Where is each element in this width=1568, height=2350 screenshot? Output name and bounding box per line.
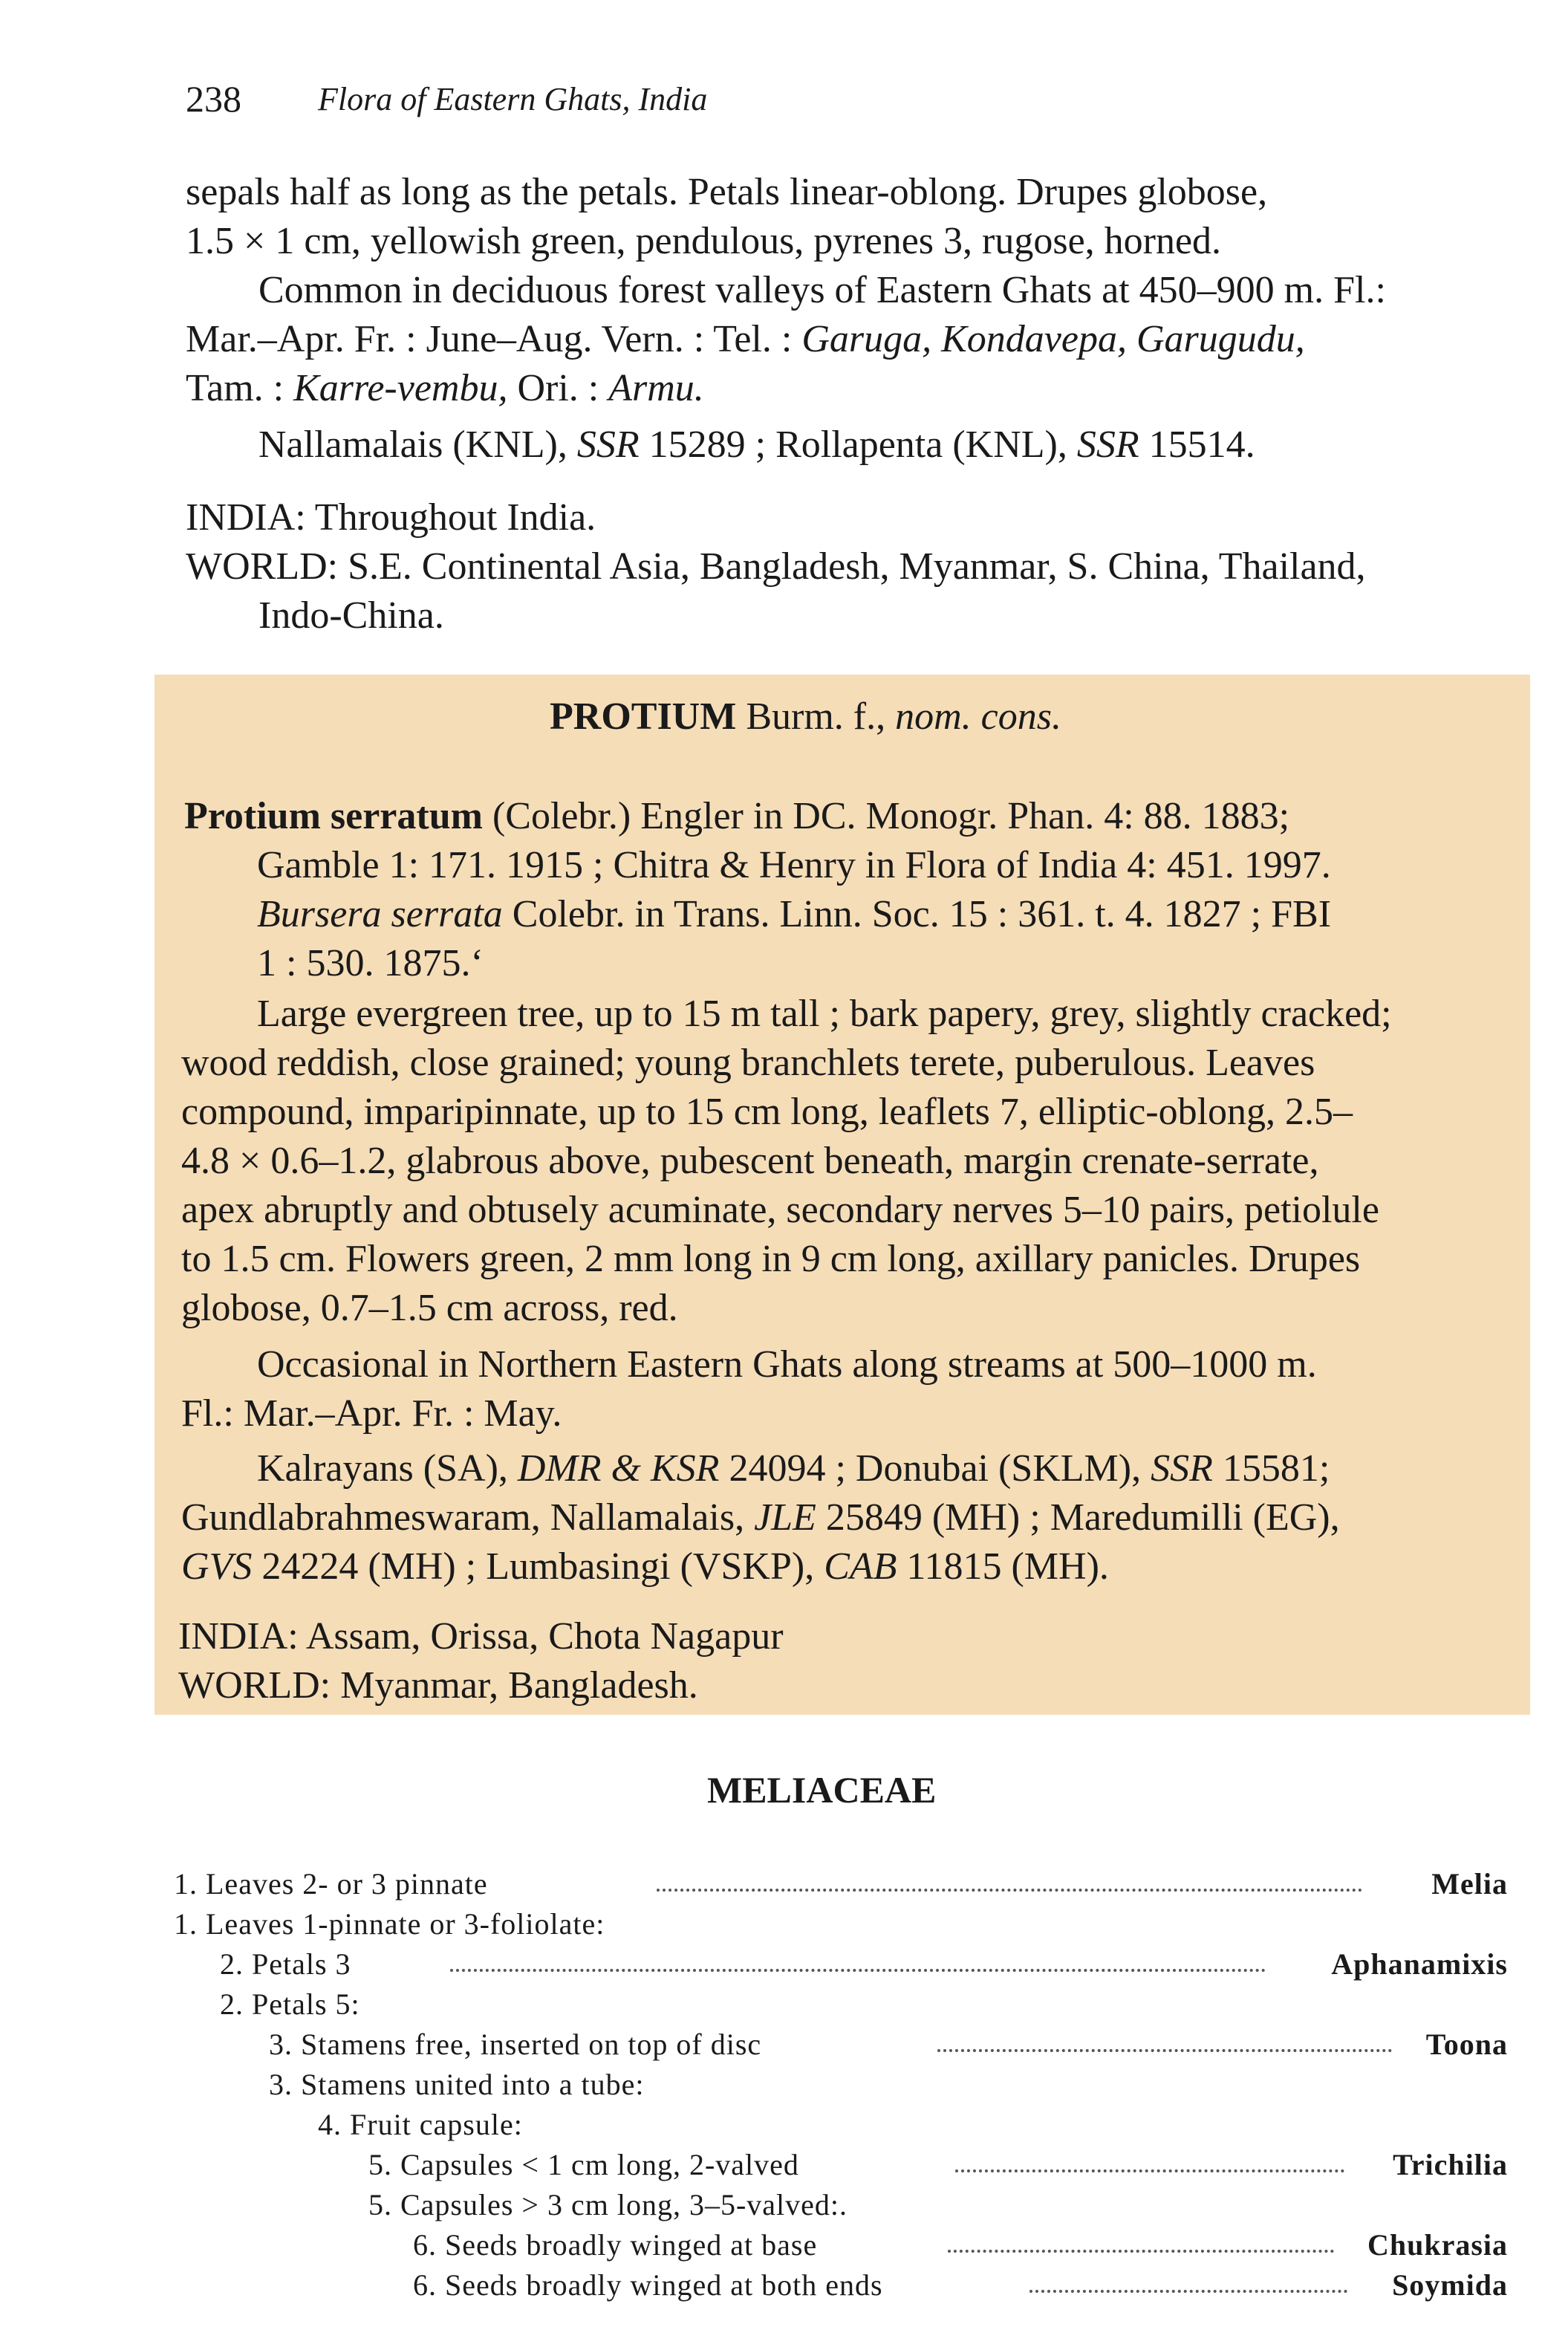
collector-code: GVS <box>181 1545 253 1588</box>
vernacular-names: Garuga, Kondavepa, Garugudu, <box>801 318 1305 360</box>
description-line: apex abruptly and obtusely acuminate, secondary nerves 5–10 pairs, petiolule <box>181 1189 1379 1231</box>
distribution-world: WORLD: Myanmar, Bangladesh. <box>178 1664 698 1707</box>
text-line <box>186 366 704 412</box>
text-span: Ori. : <box>507 367 609 409</box>
text-span: 24094 ; Donubai (SKLM), <box>719 1447 1151 1490</box>
family-title: MELIACEAE <box>707 1769 937 1811</box>
specimen-line <box>181 1495 1340 1541</box>
specimen-line <box>181 1544 1109 1590</box>
text-line <box>186 317 1305 363</box>
key-row <box>269 2067 1508 2104</box>
description-line: to 1.5 cm. Flowers green, 2 mm long in 9 cm long, axillary panicles. Drupes <box>181 1238 1361 1280</box>
key-label: 3. Stamens united into a tube: <box>269 2068 645 2101</box>
key-row <box>220 1987 1508 2024</box>
distribution-india: INDIA: Throughout India. <box>186 496 596 539</box>
vernacular-name: Karre-vembu, <box>293 367 508 409</box>
text-span: 15289 ; Rollapenta (KNL), <box>639 423 1077 466</box>
leader-dots <box>657 1889 1362 1892</box>
key-label: 5. Capsules < 1 cm long, 2-valved <box>368 2148 799 2181</box>
key-label: 1. Leaves 1-pinnate or 3-foliolate: <box>174 1907 605 1941</box>
key-label: 6. Seeds broadly winged at base <box>413 2228 818 2262</box>
species-citation: (Colebr.) Engler in DC. Monogr. Phan. 4: 88. 1883; <box>482 795 1290 837</box>
page-number: 238 <box>186 78 241 120</box>
key-label: 2. Petals 5: <box>220 1987 360 2021</box>
key-genus: Soymida <box>1392 2268 1508 2302</box>
genus-author: Burm. f., <box>736 695 896 738</box>
text-span: Nallamalais (KNL), <box>258 423 577 466</box>
leader-dots <box>937 2049 1392 2052</box>
leader-dots <box>1029 2290 1347 2293</box>
key-label: 3. Stamens free, inserted on top of disc <box>269 2028 762 2061</box>
collector-code: CAB <box>824 1545 897 1588</box>
distribution-world-cont: Indo-China. <box>258 594 444 637</box>
leader-dots <box>948 2250 1334 2253</box>
text-line: Common in deciduous forest valleys of Eastern Ghats at 450–900 m. Fl.: <box>258 269 1386 311</box>
key-genus: Melia <box>1431 1867 1508 1901</box>
key-genus: Toona <box>1425 2028 1508 2061</box>
key-label: 4. Fruit capsule: <box>318 2108 523 2141</box>
key-row <box>220 1947 1508 1984</box>
key-row <box>368 2187 1508 2224</box>
leader-dots <box>450 1969 1266 1972</box>
genus-name: PROTIUM <box>550 695 737 738</box>
citation-line: Gamble 1: 171. 1915 ; Chitra & Henry in Flora of India 4: 451. 1997. <box>257 844 1331 886</box>
key-label: 6. Seeds broadly winged at both ends <box>413 2268 883 2302</box>
text-span: Kalrayans (SA), <box>257 1447 518 1490</box>
species-heading <box>184 793 1289 840</box>
key-genus: Trichilia <box>1393 2148 1508 2181</box>
key-row <box>413 2268 1508 2305</box>
text-span: 15514. <box>1139 423 1255 466</box>
key-row <box>269 2027 1508 2064</box>
species-name: Protium serratum <box>184 795 483 837</box>
genus-heading <box>550 694 1061 740</box>
occurrence-line: Occasional in Northern Eastern Ghats along streams at 500–1000 m. <box>257 1343 1317 1386</box>
distribution-india: INDIA: Assam, Orissa, Chota Nagapur <box>178 1615 784 1658</box>
key-label: 2. Petals 3 <box>220 1947 351 1981</box>
key-row <box>318 2107 1508 2144</box>
specimen-line <box>257 1446 1330 1492</box>
distribution-world: WORLD: S.E. Continental Asia, Bangladesh, Myanmar, S. China, Thailand, <box>186 545 1366 588</box>
text-span: Gundlabrahmeswaram, Nallamalais, <box>181 1496 755 1539</box>
collector-code: SSR <box>1076 423 1139 466</box>
key-row <box>413 2227 1508 2265</box>
key-row <box>174 1906 1508 1944</box>
description-line: wood reddish, close grained; young branchlets terete, puberulous. Leaves <box>181 1042 1315 1084</box>
description-line: 4.8 × 0.6–1.2, glabrous above, pubescent beneath, margin crenate-serrate, <box>181 1140 1319 1182</box>
collector-code: JLE <box>754 1496 816 1539</box>
key-genus: Aphanamixis <box>1331 1947 1508 1981</box>
running-title: Flora of Eastern Ghats, India <box>318 81 708 117</box>
text-span: 11815 (MH). <box>897 1545 1109 1588</box>
text-span: 25849 (MH) ; Maredumilli (EG), <box>816 1496 1340 1539</box>
description-line: Large evergreen tree, up to 15 m tall ; bark papery, grey, slightly cracked; <box>257 993 1392 1035</box>
synonym-citation: Colebr. in Trans. Linn. Soc. 15 : 361. t. 4. 1827 ; FBI <box>502 893 1332 935</box>
synonym-name: Bursera serrata <box>257 893 503 935</box>
key-row <box>368 2147 1508 2184</box>
collector-code: SSR <box>576 423 640 466</box>
specimen-line <box>258 422 1255 468</box>
text-span: 24224 (MH) ; Lumbasingi (VSKP), <box>252 1545 824 1588</box>
text-span: Mar.–Apr. Fr. : June–Aug. Vern. : Tel. : <box>186 318 802 360</box>
synonym-line <box>257 892 1331 938</box>
genus-note: nom. cons. <box>895 695 1061 738</box>
collector-code: SSR <box>1151 1447 1213 1490</box>
text-span: Tam. : <box>186 367 294 409</box>
leader-dots <box>955 2169 1344 2172</box>
text-line: sepals half as long as the petals. Petals linear-oblong. Drupes globose, <box>186 171 1268 213</box>
text-line: 1.5 × 1 cm, yellowish green, pendulous, pyrenes 3, rugose, horned. <box>186 220 1222 262</box>
key-label: 1. Leaves 2- or 3 pinnate <box>174 1867 488 1901</box>
description-line: compound, imparipinnate, up to 15 cm long, leaflets 7, elliptic-oblong, 2.5– <box>181 1091 1353 1133</box>
synonym-line-cont: 1 : 530. 1875.‘ <box>257 942 484 984</box>
text-span: 15581; <box>1212 1447 1330 1490</box>
collector-code: DMR & KSR <box>517 1447 720 1490</box>
key-row <box>174 1866 1508 1903</box>
description-line: globose, 0.7–1.5 cm across, red. <box>181 1287 678 1329</box>
phenology-line: Fl.: Mar.–Apr. Fr. : May. <box>181 1392 562 1435</box>
key-label: 5. Capsules > 3 cm long, 3–5-valved:. <box>368 2188 848 2221</box>
vernacular-name: Armu. <box>608 367 704 409</box>
key-genus: Chukrasia <box>1367 2228 1508 2262</box>
